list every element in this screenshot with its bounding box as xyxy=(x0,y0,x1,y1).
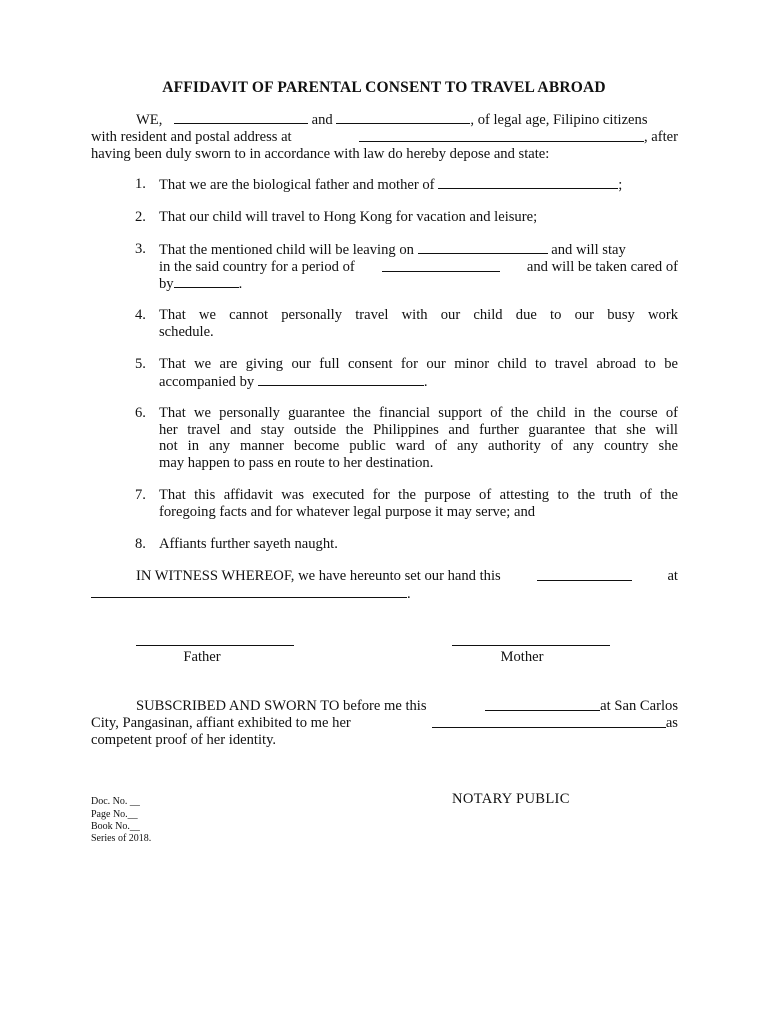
caretaker-blank xyxy=(174,275,239,288)
intro-address-label: with resident and postal address at xyxy=(91,129,292,145)
list-item: 6. That we personally guarantee the financial support of the child in the course of her travel and stay outside the Philippines and further guarantee that she will not in any manner become public ward of any authority of any country she may happen to pass en route to her destination. xyxy=(135,405,678,471)
list-item: 7. That this affidavit was executed for the purpose of attesting to the truth of the foregoing facts and for whatever legal purpose it may serve; and xyxy=(135,487,678,520)
father-signature-line xyxy=(136,645,294,646)
book-no: Book No.__ xyxy=(91,821,140,832)
mother-signature-line xyxy=(452,645,610,646)
father-name-blank xyxy=(174,111,308,124)
series: Series of 2018. xyxy=(91,833,152,844)
id-proof-blank xyxy=(432,715,666,728)
father-label: Father xyxy=(183,649,221,665)
witness-paragraph: IN WITNESS WHEREOF, we have hereunto set our hand this at . xyxy=(91,568,678,603)
intro-after: , after xyxy=(643,129,678,145)
list-item: 8. Affiants further sayeth naught. xyxy=(135,536,338,552)
mother-name-blank xyxy=(336,111,470,124)
period-blank xyxy=(382,259,500,272)
child-name-blank xyxy=(438,176,618,189)
witness-at: at xyxy=(667,568,678,584)
list-item: 1. That we are the biological father and mother of ; xyxy=(135,176,623,193)
notary-public-label: NOTARY PUBLIC xyxy=(452,791,570,807)
mother-label: Mother xyxy=(500,649,544,665)
witness-date-blank xyxy=(537,568,632,581)
witness-text: IN WITNESS WHEREOF, we have hereunto set our hand this xyxy=(136,568,501,584)
departure-date-blank xyxy=(418,241,548,254)
list-item: 5. That we are giving our full consent for our minor child to travel abroad to be accompanied by . xyxy=(135,356,678,390)
list-item: 4. That we cannot personally travel with our child due to our busy work schedule. xyxy=(135,307,678,340)
list-item: 3. That the mentioned child will be leaving on and will stay in the said country for a period of and will be taken cared of by . xyxy=(135,241,678,292)
page-no: Page No.__ xyxy=(91,809,138,820)
intro-sworn: having been duly sworn to in accordance with law do hereby depose and state: xyxy=(91,146,550,162)
intro-we: WE, xyxy=(136,112,163,128)
subscribed-paragraph: SUBSCRIBED AND SWORN TO before me this at San Carlos City, Pangasinan, affiant exhibited to me her as competent proof of her identity. xyxy=(91,698,678,748)
list-item: 2. That our child will travel to Hong Kong for vacation and leisure; xyxy=(135,209,538,225)
witness-place-blank xyxy=(91,585,407,598)
companion-blank xyxy=(258,373,424,386)
sworn-date-blank xyxy=(485,698,600,711)
document-title: AFFIDAVIT OF PARENTAL CONSENT TO TRAVEL ABROAD xyxy=(162,79,606,96)
doc-no: Doc. No. __ xyxy=(91,796,140,807)
intro-paragraph xyxy=(91,111,678,163)
address-blank xyxy=(359,129,644,142)
intro-legal-age: , of legal age, Filipino citizens xyxy=(470,112,648,128)
intro-and: and xyxy=(311,112,333,128)
